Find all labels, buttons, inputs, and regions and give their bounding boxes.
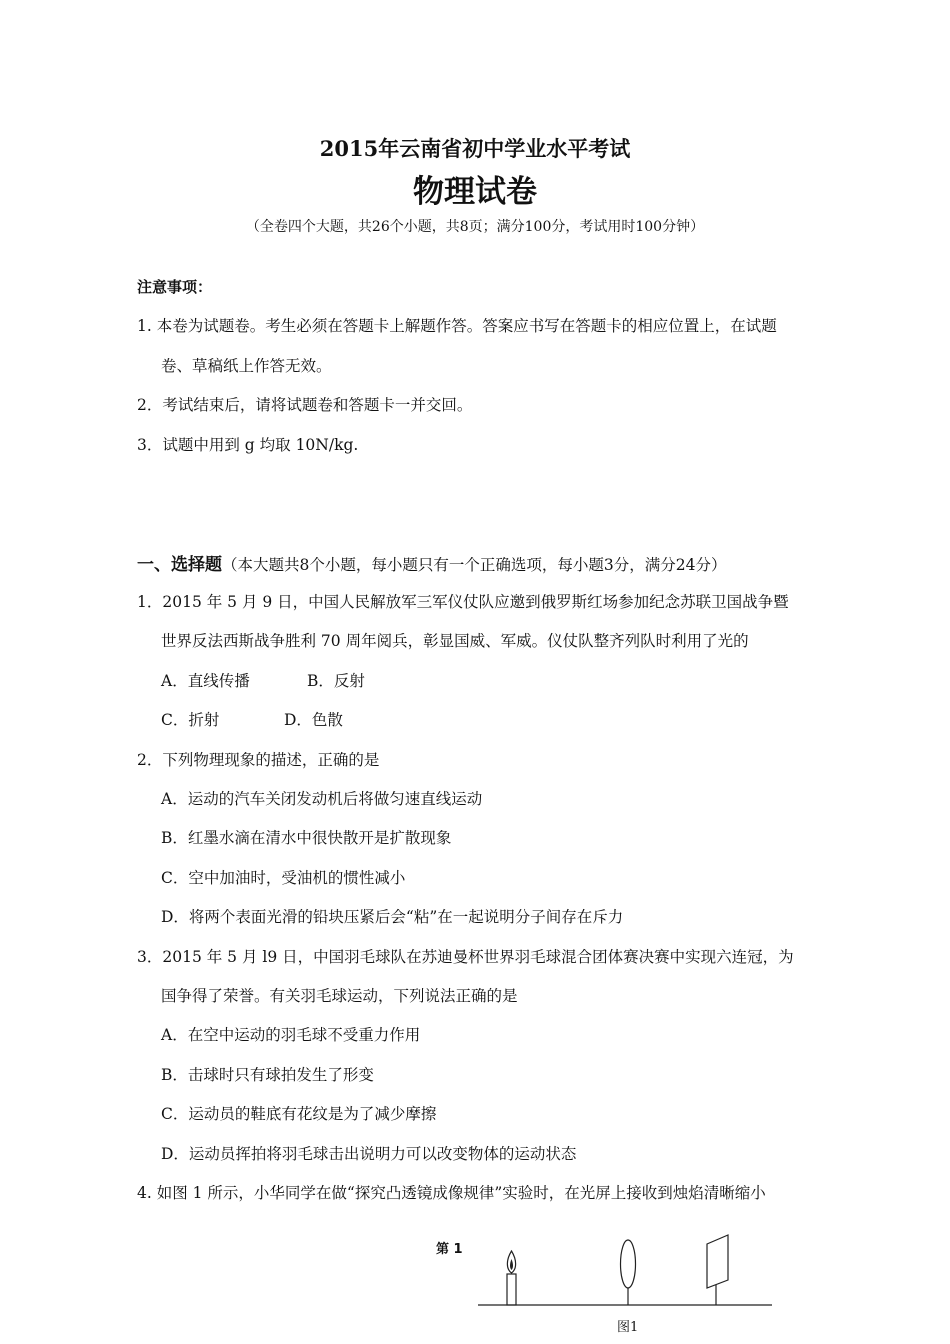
section-1-note: （本大题共8个小题，每小题只有一个正确选项，每小题3分，满分24分）: [222, 556, 727, 574]
convex-lens-icon: [621, 1240, 636, 1305]
section-1-heading: [137, 550, 726, 575]
question-1-option-c: C．折射: [161, 711, 220, 729]
question-2-option-a: A．运动的汽车关闭发动机后将做匀速直线运动: [161, 790, 483, 808]
notice-item-1-line-2: 卷、草稿纸上作答无效。: [161, 357, 332, 375]
lens-experiment-diagram: [470, 1232, 780, 1314]
question-2-option-b: B．红墨水滴在清水中很快散开是扩散现象: [161, 829, 452, 847]
light-screen-icon: [707, 1235, 728, 1305]
question-3-option-a: A．在空中运动的羽毛球不受重力作用: [161, 1026, 421, 1044]
question-1-line-1: 1．2015 年 5 月 9 日，中国人民解放军三军仪仗队应邀到俄罗斯红场参加纪念苏联卫国战争暨: [137, 593, 789, 611]
notice-item-2: 2．考试结束后，请将试题卷和答题卡一并交回。: [137, 396, 473, 414]
question-3-option-d: D．运动员挥拍将羽毛球击出说明力可以改变物体的运动状态: [161, 1145, 577, 1163]
question-1-option-d: D．色散: [284, 711, 343, 729]
figure-top-label: 第 1: [436, 1242, 463, 1257]
notice-item-3: 3．试题中用到 g 均取 10N/kg.: [137, 436, 359, 454]
question-3-line-1: 3．2015 年 5 月 l9 日，中国羽毛球队在苏迪曼杯世界羽毛球混合团体赛决赛中实现六连冠，为: [137, 948, 794, 966]
question-1-line-2: 世界反法西斯战争胜利 70 周年阅兵，彰显国威、军威。仪仗队整齐列队时利用了光的: [161, 632, 749, 650]
notice-heading: 注意事项：: [137, 278, 213, 296]
notice-item-1-line-1: 1. 本卷为试题卷。考生必须在答题卡上解题作答。答案应书写在答题卡的相应位置上，在试题: [137, 317, 777, 335]
exam-subtitle: （全卷四个大题，共26个小题，共8页；满分100分，考试用时100分钟）: [245, 219, 705, 235]
exam-title: 2015年云南省初中学业水平考试: [319, 136, 631, 161]
question-3-line-2: 国争得了荣誉。有关羽毛球运动，下列说法正确的是: [161, 987, 518, 1005]
question-4-line-1: 4. 如图 1 所示，小华同学在做“探究凸透镜成像规律”实验时，在光屏上接收到烛焰清晰缩小: [137, 1184, 766, 1202]
question-2-option-d: D．将两个表面光滑的铅块压紧后会“粘”在一起说明分子间存在斥力: [161, 908, 624, 926]
question-3-option-b: B．击球时只有球拍发生了形变: [161, 1066, 374, 1084]
question-2-option-c: C．空中加油时，受油机的惯性减小: [161, 869, 406, 887]
figure-caption: 图1: [617, 1320, 639, 1335]
question-1-option-b: B．反射: [307, 672, 365, 690]
question-2-line-1: 2．下列物理现象的描述，正确的是: [137, 751, 380, 769]
candle-icon: [507, 1251, 516, 1305]
subject-title: 物理试卷: [413, 174, 537, 210]
section-1-title: 一、选择题: [137, 555, 222, 575]
question-1-option-a: A．直线传播: [161, 672, 250, 690]
question-3-option-c: C．运动员的鞋底有花纹是为了减少摩擦: [161, 1105, 437, 1123]
